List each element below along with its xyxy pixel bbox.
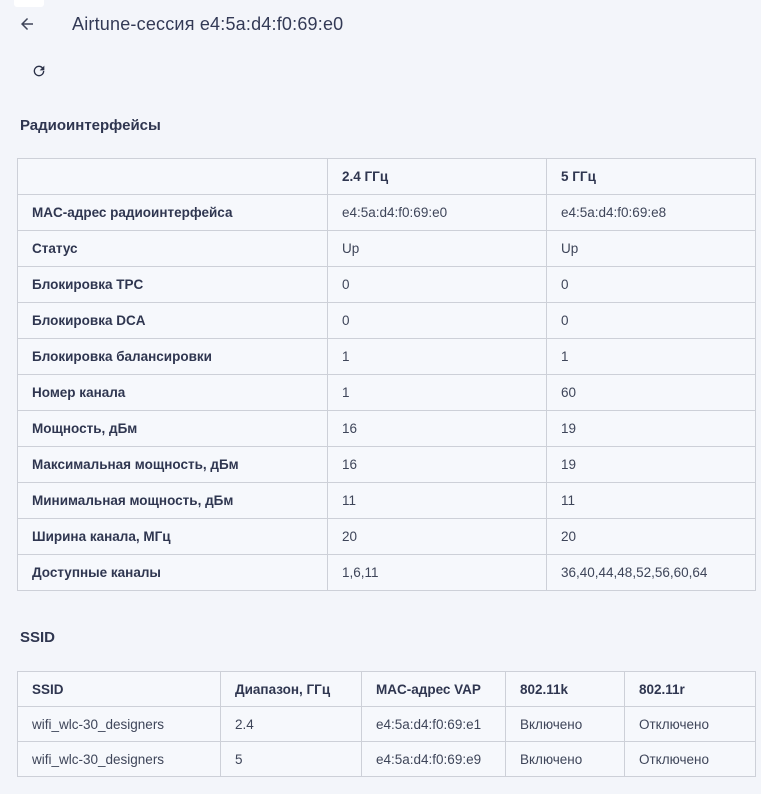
page-title: Airtune-сессия e4:5a:d4:f0:69:e0 [72,13,344,34]
80211r-cell: Отключено [625,742,756,777]
value-cell: 1 [328,339,547,375]
value-cell: e4:5a:d4:f0:69:e0 [328,195,547,231]
row-label: Блокировка DCA [18,303,328,339]
radio-interfaces-section-title: Радиоинтерфейсы [20,117,161,134]
vap-mac-header: MAC-адрес VAP [362,672,506,707]
band-cell: 2.4 [221,707,362,742]
value-cell: 19 [547,411,756,447]
table-row [18,303,756,339]
table-header-row [18,672,756,707]
value-cell: e4:5a:d4:f0:69:e8 [547,195,756,231]
page-header [0,0,761,38]
80211k-cell: Включено [506,707,625,742]
table-row [18,339,756,375]
row-label: Блокировка TPC [18,267,328,303]
row-label: Доступные каналы [18,555,328,591]
ssid-cell: wifi_wlc-30_designers [18,742,221,777]
refresh-icon [31,63,47,79]
back-button[interactable] [16,13,38,35]
table-row [18,519,756,555]
row-label: Ширина канала, МГц [18,519,328,555]
vap-mac-cell: e4:5a:d4:f0:69:e1 [362,707,506,742]
radio-interfaces-table [17,158,756,591]
value-cell: 19 [547,447,756,483]
80211k-cell: Включено [506,742,625,777]
arrow-left-icon [18,15,36,33]
table-row [18,231,756,267]
value-cell: 0 [547,303,756,339]
band-cell: 5 [221,742,362,777]
ssid-cell: wifi_wlc-30_designers [18,707,221,742]
toolbar [30,62,761,80]
refresh-button[interactable] [30,62,48,80]
value-cell: 0 [328,267,547,303]
table-row [18,707,756,742]
value-cell: 16 [328,411,547,447]
table-row [18,447,756,483]
value-cell: 1 [328,375,547,411]
table-row [18,411,756,447]
value-cell: 1,6,11 [328,555,547,591]
row-label: Номер канала [18,375,328,411]
table-row [18,555,756,591]
empty-header-cell [18,159,328,195]
value-cell: 20 [547,519,756,555]
table-row [18,375,756,411]
ssid-section-title: SSID [20,629,56,646]
band-5-header: 5 ГГц [547,159,756,195]
value-cell: 0 [547,267,756,303]
value-cell: 60 [547,375,756,411]
table-header-row [18,159,756,195]
table-row [18,195,756,231]
table-row [18,267,756,303]
80211r-header: 802.11r [625,672,756,707]
value-cell: 0 [328,303,547,339]
value-cell: Up [547,231,756,267]
row-label: Минимальная мощность, дБм [18,483,328,519]
80211r-cell: Отключено [625,707,756,742]
ssid-header: SSID [18,672,221,707]
band-24-header: 2.4 ГГц [328,159,547,195]
value-cell: 1 [547,339,756,375]
top-highlight-strip [14,0,44,7]
vap-mac-cell: e4:5a:d4:f0:69:e9 [362,742,506,777]
ssid-table [17,671,756,777]
value-cell: 11 [547,483,756,519]
80211k-header: 802.11k [506,672,625,707]
row-label: Максимальная мощность, дБм [18,447,328,483]
row-label: MAC-адрес радиоинтерфейса [18,195,328,231]
value-cell: Up [328,231,547,267]
table-row [18,742,756,777]
value-cell: 16 [328,447,547,483]
band-header: Диапазон, ГГц [221,672,362,707]
value-cell: 36,40,44,48,52,56,60,64 [547,555,756,591]
value-cell: 20 [328,519,547,555]
value-cell: 11 [328,483,547,519]
table-row [18,483,756,519]
row-label: Статус [18,231,328,267]
row-label: Блокировка балансировки [18,339,328,375]
row-label: Мощность, дБм [18,411,328,447]
